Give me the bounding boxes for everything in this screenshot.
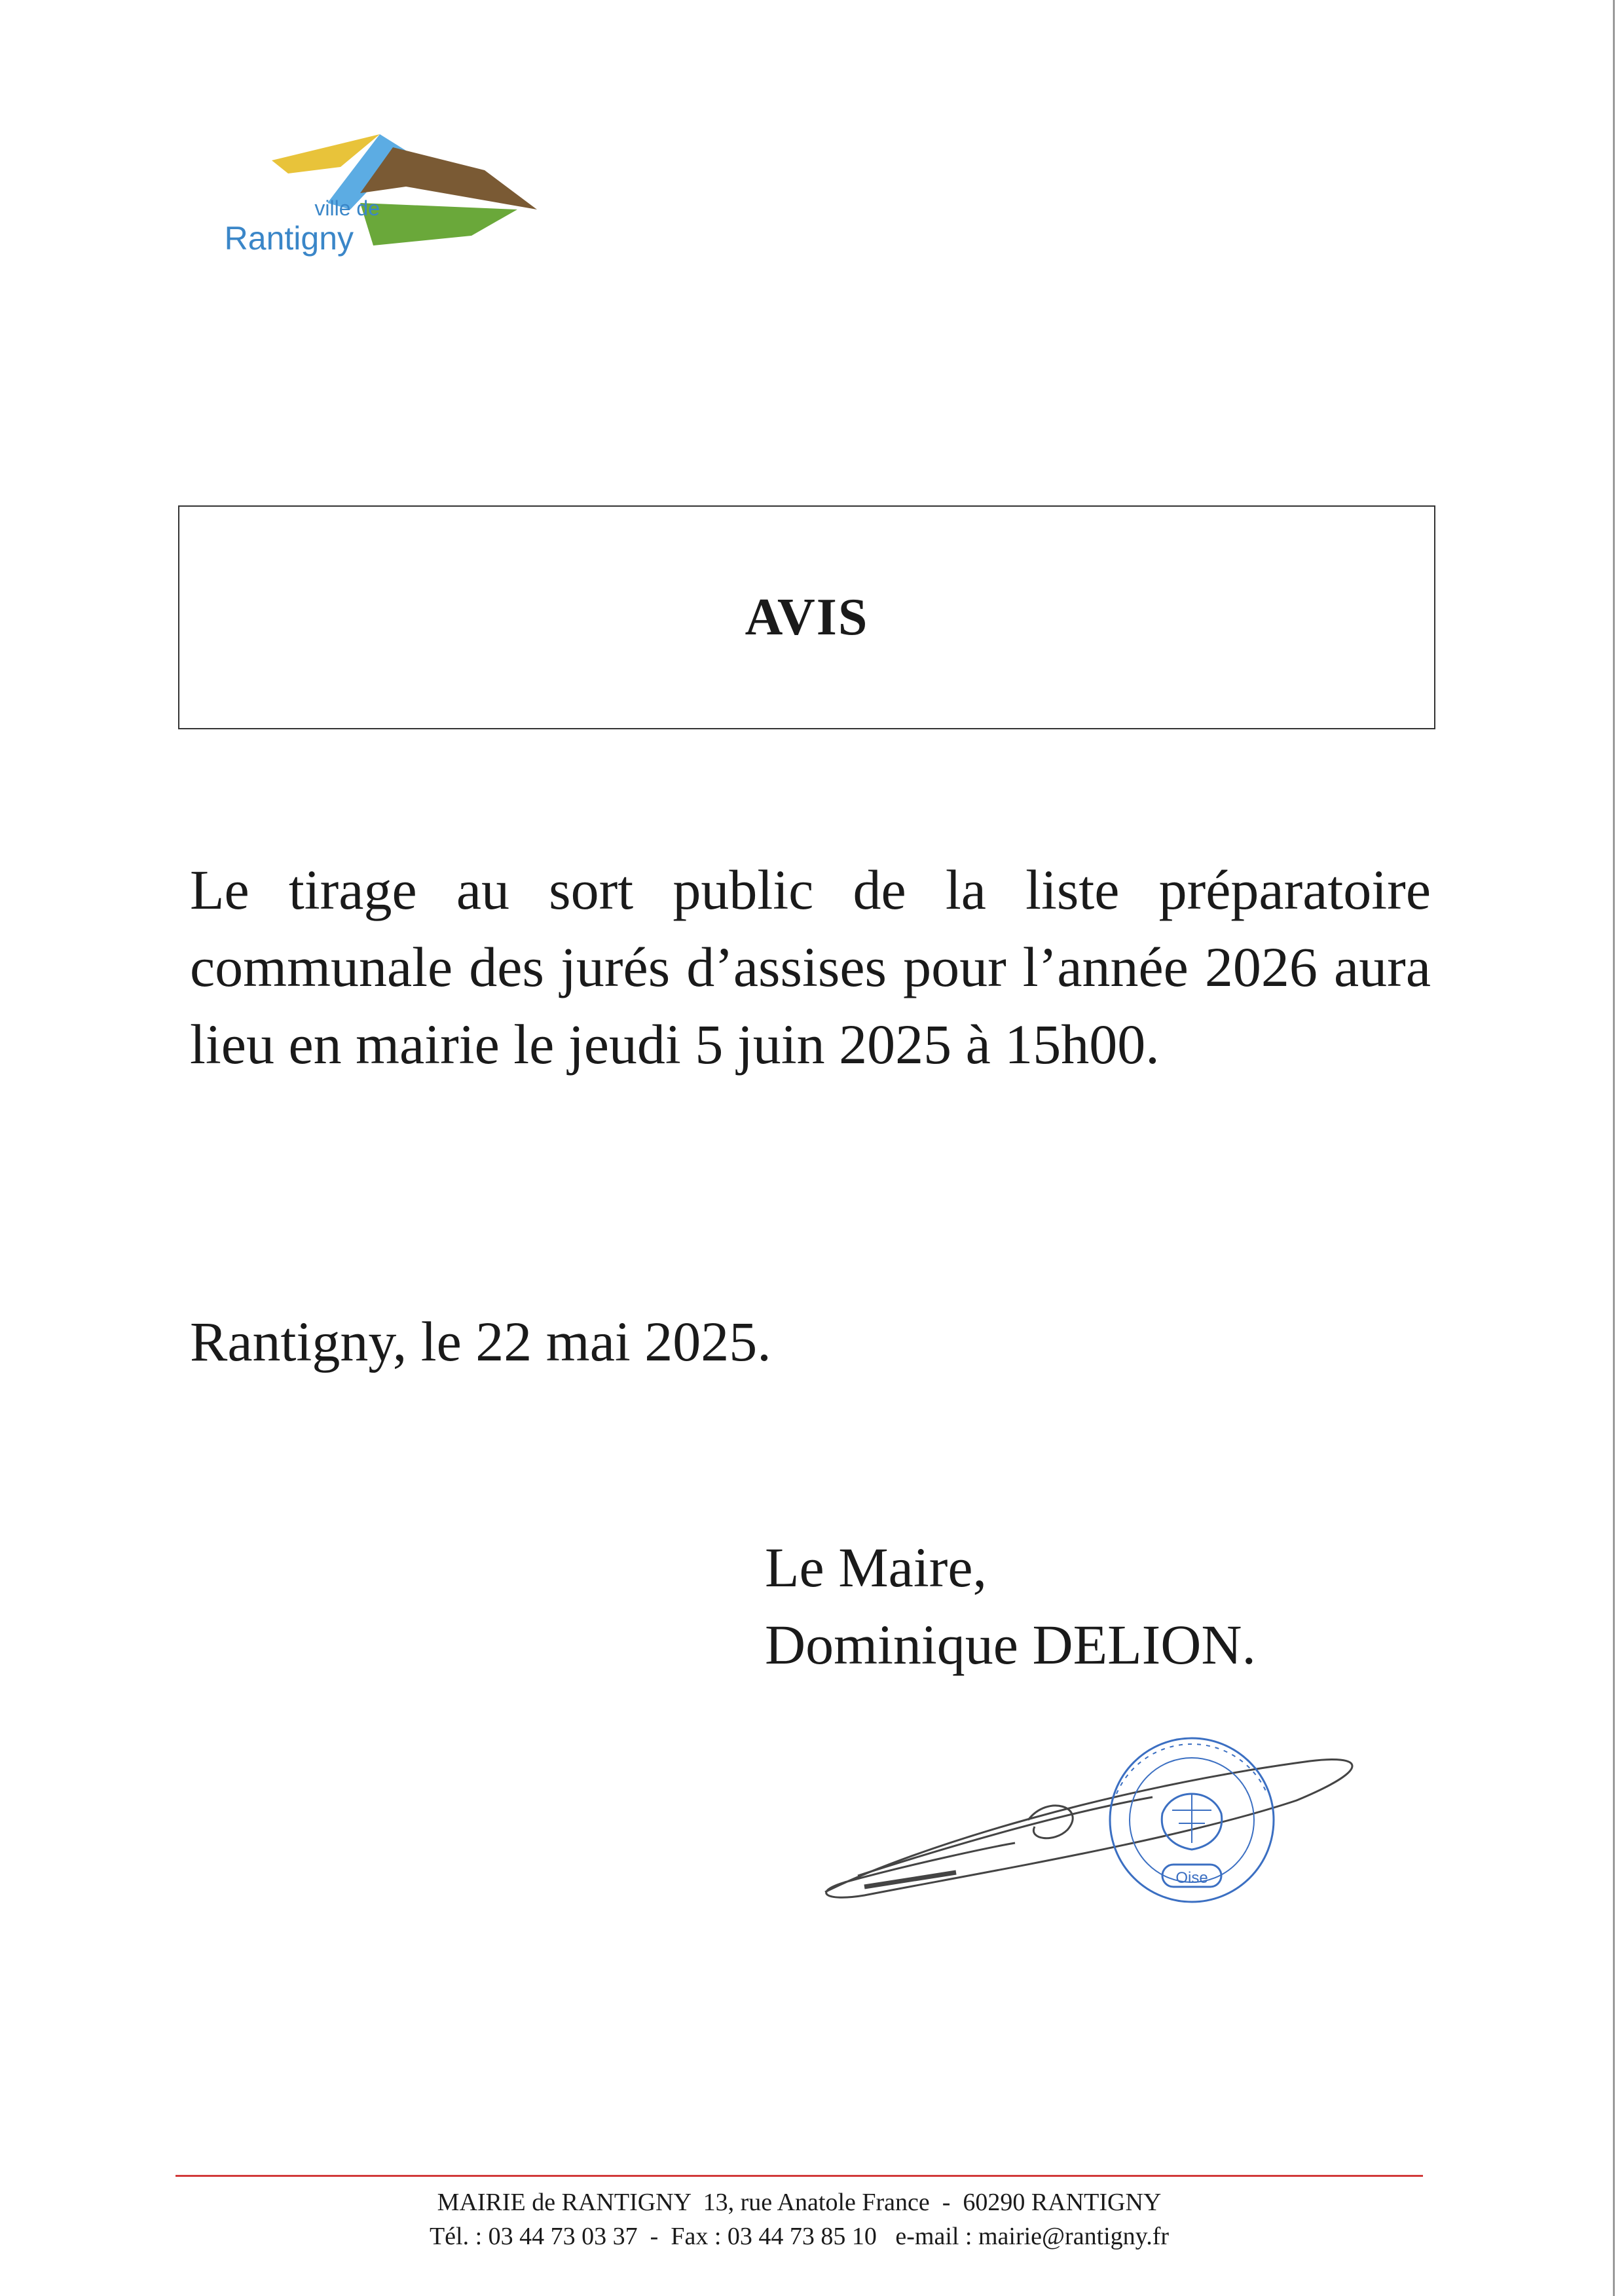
footer-address: MAIRIE de RANTIGNY 13, rue Anatole France - 60290 RANTIGNY	[437, 2189, 1162, 2216]
logo-text-rantigny: Rantigny	[224, 220, 354, 257]
footer-rule	[175, 2175, 1423, 2177]
footer-contact: Tél. : 03 44 73 03 37 - Fax : 03 44 73 85 10 e-mail : mairie@rantigny.fr	[429, 2223, 1170, 2250]
title-box	[178, 505, 1435, 729]
footer	[175, 2185, 1423, 2253]
date-line: Rantigny, le 22 mai 2025.	[190, 1310, 771, 1373]
signatory-role: Le Maire,	[765, 1536, 987, 1599]
rantigny-logo	[210, 131, 550, 275]
notice-body: Le tirage au sort public de la liste préparatoire communale des jurés d’assises pour l’année 2026 aura lieu en mairie le jeudi 5 juin 2025 à 15h00.	[190, 858, 1431, 1076]
stamp-label: Oise	[1175, 1869, 1208, 1887]
page-title: AVIS	[745, 588, 869, 646]
signatory-name: Dominique DELION.	[765, 1613, 1256, 1676]
handwritten-signature-icon	[786, 1715, 1362, 1938]
scan-edge-line	[1613, 0, 1615, 2296]
signature-and-stamp	[786, 1715, 1362, 1938]
signature-block	[765, 1529, 1256, 1683]
logo-text-ville-de: ville de	[314, 196, 380, 220]
